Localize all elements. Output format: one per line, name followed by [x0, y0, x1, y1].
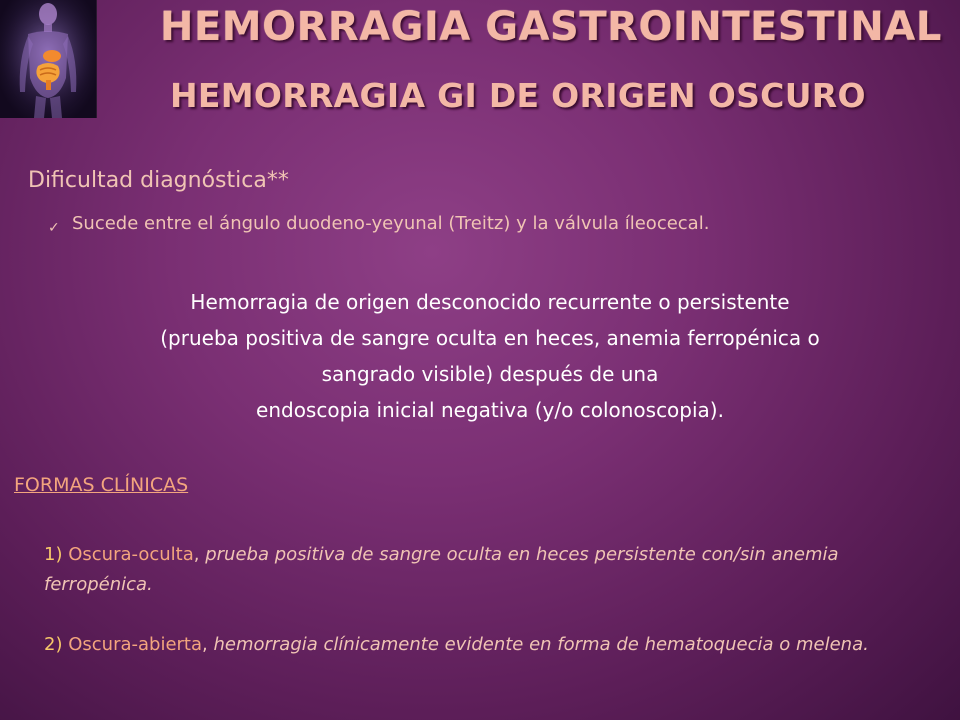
diagnostic-difficulty-heading: Dificultad diagnóstica**	[28, 168, 289, 193]
checkmark-icon: ✓	[48, 220, 60, 236]
slide-subtitle: HEMORRAGIA GI DE ORIGEN OSCURO	[170, 76, 866, 115]
digestive-system-icon	[0, 0, 96, 118]
definition-paragraph	[40, 284, 940, 428]
clinical-form-term: Oscura-oculta	[68, 544, 194, 565]
clinical-form-number: 1)	[44, 544, 63, 565]
clinical-form-item: 2) Oscura-abierta, hemorragia clínicamente evidente en forma de hematoquecia o melena.	[44, 634, 869, 655]
definition-line: (prueba positiva de sangre oculta en heces, anemia ferropénica o	[160, 326, 820, 350]
clinical-form-item: 1) Oscura-oculta, prueba positiva de sangre oculta en heces persistente con/sin anemia ferropénica.	[44, 544, 839, 595]
definition-line: Hemorragia de origen desconocido recurrente o persistente	[190, 290, 790, 314]
definition-line: sangrado visible) después de una	[321, 362, 659, 386]
clinical-form-description: hemorragia clínicamente evidente en forma de hematoquecia o melena.	[213, 634, 869, 655]
clinical-form-description: prueba positiva de sangre oculta en heces persistente con/sin anemia ferropénica.	[44, 544, 839, 595]
location-bullet: Sucede entre el ángulo duodeno-yeyunal (Treitz) y la válvula íleocecal.	[72, 213, 710, 234]
anatomy-thumbnail	[0, 0, 97, 118]
clinical-form-number: 2)	[44, 634, 63, 655]
formas-clinicas-heading: FORMAS CLÍNICAS	[14, 474, 189, 496]
slide-title: HEMORRAGIA GASTROINTESTINAL	[160, 4, 942, 50]
clinical-form-term: Oscura-abierta	[68, 634, 203, 655]
definition-line: endoscopia inicial negativa (y/o colonoscopia).	[256, 398, 724, 422]
